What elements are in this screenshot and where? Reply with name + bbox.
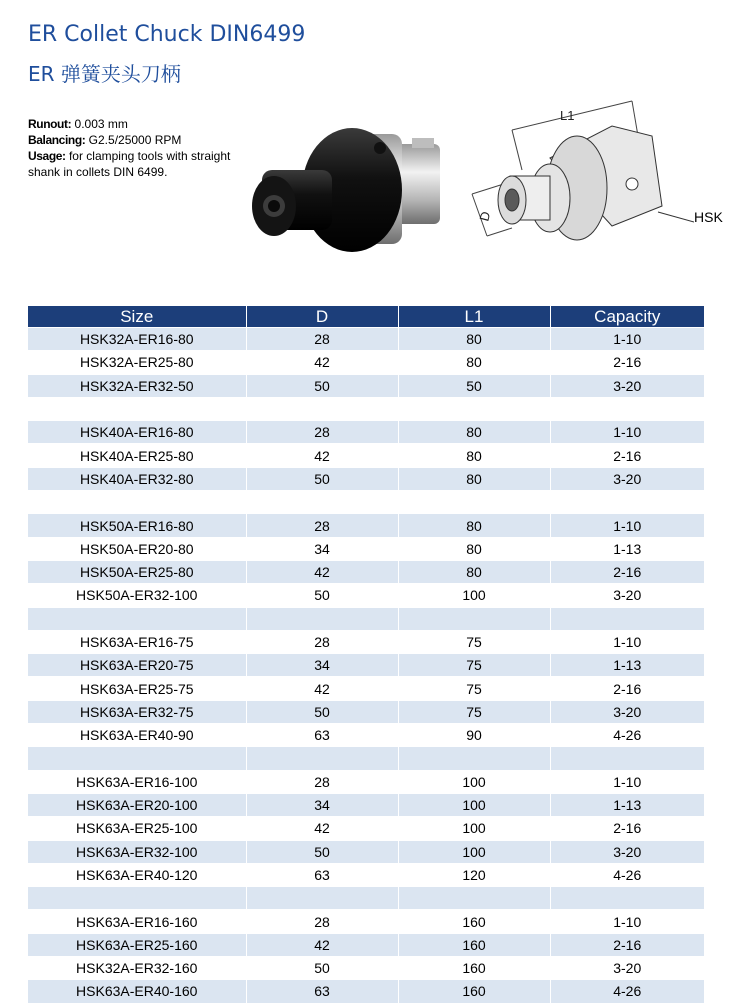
table-row [28,421,704,444]
table-row [28,910,704,933]
table-row [28,444,704,467]
spacer-row [28,747,704,770]
technical-drawing [462,96,694,252]
cell-d: 63 [246,724,398,747]
table-row [28,328,704,351]
table-row [28,770,704,793]
spacer-row [28,607,704,630]
cell-size: HSK63A-ER20-75 [28,654,246,677]
cell-size: HSK63A-ER16-160 [28,910,246,933]
table-row [28,677,704,700]
cell-l1: 100 [398,584,550,607]
cell-d: 63 [246,863,398,886]
cell-capacity: 3-20 [550,700,704,723]
cell-capacity: 3-20 [550,584,704,607]
spacer-row [28,397,704,420]
cell-l1: 80 [398,467,550,490]
table-row [28,584,704,607]
cell-size: HSK40A-ER32-80 [28,467,246,490]
cell-capacity [550,887,704,910]
cell-l1: 80 [398,351,550,374]
col-size-header: Size [28,306,246,328]
cell-l1: 75 [398,677,550,700]
table-row [28,817,704,840]
cell-d [246,887,398,910]
cell-size: HSK32A-ER25-80 [28,351,246,374]
cell-size: HSK50A-ER32-100 [28,584,246,607]
cell-size: HSK63A-ER32-75 [28,700,246,723]
cell-capacity: 2-16 [550,933,704,956]
cell-d: 50 [246,584,398,607]
label-hsk: HSK [694,209,723,225]
cell-l1: 160 [398,957,550,980]
cell-capacity: 3-20 [550,374,704,397]
cell-capacity: 1-10 [550,328,704,351]
cell-l1 [398,747,550,770]
cell-d: 50 [246,840,398,863]
cell-size [28,607,246,630]
cell-capacity: 2-16 [550,677,704,700]
col-capacity-header: Capacity [550,306,704,328]
spacer-row [28,491,704,514]
cell-d: 42 [246,444,398,467]
cell-d: 28 [246,630,398,653]
table-row [28,351,704,374]
cell-size [28,887,246,910]
cell-capacity: 1-10 [550,514,704,537]
table-row [28,374,704,397]
cell-l1: 80 [398,421,550,444]
cell-l1: 80 [398,537,550,560]
cell-capacity: 1-10 [550,910,704,933]
cell-size: HSK63A-ER40-160 [28,980,246,1003]
cell-l1: 100 [398,770,550,793]
spec-list [28,116,260,180]
cell-capacity [550,607,704,630]
cell-d: 34 [246,537,398,560]
cell-l1 [398,887,550,910]
cell-capacity: 2-16 [550,817,704,840]
cell-capacity: 2-16 [550,351,704,374]
cell-capacity [550,491,704,514]
cell-size: HSK63A-ER40-90 [28,724,246,747]
cell-d: 50 [246,467,398,490]
cell-d: 34 [246,793,398,816]
cell-l1: 80 [398,444,550,467]
table-row [28,467,704,490]
cell-size: HSK63A-ER25-100 [28,817,246,840]
cell-d: 50 [246,957,398,980]
cell-l1: 100 [398,793,550,816]
cell-size [28,747,246,770]
cell-d [246,607,398,630]
cell-d [246,491,398,514]
cell-l1 [398,397,550,420]
table-row [28,980,704,1003]
spec-balancing: Balancing: G2.5/25000 RPM [28,133,182,147]
label-l1: L1 [560,108,575,123]
cell-d: 42 [246,351,398,374]
cell-d [246,747,398,770]
cell-l1: 160 [398,910,550,933]
cell-l1: 50 [398,374,550,397]
cell-size: HSK32A-ER32-50 [28,374,246,397]
table-row [28,514,704,537]
table-header-row [28,306,704,328]
cell-size: HSK32A-ER32-160 [28,957,246,980]
cell-l1: 80 [398,514,550,537]
cell-d: 42 [246,933,398,956]
cell-capacity: 1-13 [550,537,704,560]
cell-l1: 80 [398,560,550,583]
cell-d: 28 [246,328,398,351]
cell-size: HSK63A-ER32-100 [28,840,246,863]
cell-size: HSK63A-ER25-75 [28,677,246,700]
cell-capacity: 1-10 [550,630,704,653]
cell-size: HSK40A-ER25-80 [28,444,246,467]
cell-d [246,397,398,420]
cell-d: 63 [246,980,398,1003]
cell-l1: 75 [398,630,550,653]
cell-size: HSK63A-ER25-160 [28,933,246,956]
cell-l1 [398,607,550,630]
cell-capacity [550,747,704,770]
cell-d: 42 [246,560,398,583]
table-row [28,560,704,583]
cell-d: 42 [246,817,398,840]
cell-size [28,397,246,420]
spec-usage: Usage: for clamping tools with straight shank in collets DIN 6499. [28,149,231,179]
cell-l1: 120 [398,863,550,886]
cell-l1: 75 [398,700,550,723]
cell-size: HSK63A-ER20-100 [28,793,246,816]
spec-runout: Runout: 0.003 mm [28,117,128,131]
cell-d: 28 [246,514,398,537]
cell-l1: 100 [398,817,550,840]
col-l1-header: L1 [398,306,550,328]
cell-capacity: 4-26 [550,863,704,886]
table-row [28,654,704,677]
cell-capacity: 1-10 [550,770,704,793]
table-row [28,537,704,560]
table-row [28,793,704,816]
cell-d: 50 [246,374,398,397]
cell-capacity: 1-10 [550,421,704,444]
table-row [28,700,704,723]
table-row [28,724,704,747]
cell-size: HSK50A-ER25-80 [28,560,246,583]
cell-l1: 160 [398,980,550,1003]
cell-l1: 100 [398,840,550,863]
page-subtitle-chinese: ER 弹簧夹头刀柄 [28,62,181,86]
cell-size: HSK63A-ER16-100 [28,770,246,793]
cell-capacity: 4-26 [550,724,704,747]
cell-capacity: 3-20 [550,957,704,980]
cell-d: 34 [246,654,398,677]
col-d-header: D [246,306,398,328]
cell-d: 28 [246,770,398,793]
table-body [28,328,704,1003]
cell-size: HSK63A-ER16-75 [28,630,246,653]
cell-capacity: 1-13 [550,654,704,677]
cell-d: 28 [246,421,398,444]
cell-size: HSK50A-ER20-80 [28,537,246,560]
spec-table [28,306,704,1003]
cell-l1: 75 [398,654,550,677]
cell-capacity: 4-26 [550,980,704,1003]
cell-size: HSK63A-ER40-120 [28,863,246,886]
cell-l1: 80 [398,328,550,351]
cell-size: HSK50A-ER16-80 [28,514,246,537]
cell-l1: 90 [398,724,550,747]
table-row [28,933,704,956]
cell-l1 [398,491,550,514]
product-photo [244,120,444,260]
cell-size [28,491,246,514]
cell-d: 42 [246,677,398,700]
cell-capacity: 3-20 [550,840,704,863]
table-row [28,630,704,653]
cell-d: 28 [246,910,398,933]
cell-capacity: 1-13 [550,793,704,816]
cell-capacity: 3-20 [550,467,704,490]
page-title: ER Collet Chuck DIN6499 [28,22,306,47]
label-d: D [476,209,494,223]
cell-capacity [550,397,704,420]
cell-capacity: 2-16 [550,560,704,583]
table-row [28,957,704,980]
table-row [28,840,704,863]
cell-capacity: 2-16 [550,444,704,467]
spacer-row [28,887,704,910]
cell-l1: 160 [398,933,550,956]
cell-size: HSK40A-ER16-80 [28,421,246,444]
table-row [28,863,704,886]
cell-d: 50 [246,700,398,723]
cell-size: HSK32A-ER16-80 [28,328,246,351]
